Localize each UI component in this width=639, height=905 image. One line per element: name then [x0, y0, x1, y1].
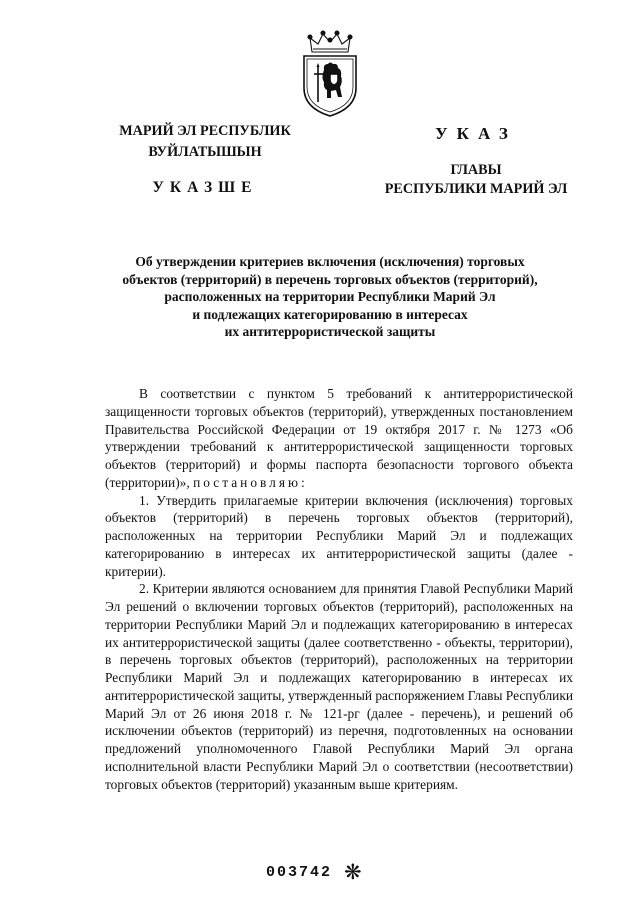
decree-title — [90, 253, 570, 341]
preamble-paragraph — [105, 385, 573, 492]
header-right-line2: РЕСПУБЛИКИ МАРИЙ ЭЛ — [384, 180, 568, 197]
decree-title-line: Об утверждении критериев включения (исключения) торговых — [135, 254, 525, 269]
header-left-line2: ВУЙЛАТЫШЫН — [148, 144, 262, 161]
document-serial-number: 003742 — [266, 864, 333, 881]
header-right-line1: ГЛАВЫ — [450, 161, 502, 178]
header-right — [360, 121, 592, 199]
clause-2-paragraph: 2. Критерии являются основанием для принятия Главой Республики Марий Эл решений о включении торговых объектов (территорий), расположенных на территории Республики Марий Эл и подлежащих категорированию в интересах их антитеррористической защиты (далее соответственно - объекты, территории), в перечень торговых объектов (территорий), расположенных на территории Республики Марий Эл и подлежащих категорированию в интересах их антитеррористической защиты, утвержденный распоряжением Главы Республики Марий Эл от 26 июня 2018 г. № 121-рг (далее - перечень), и решений об исключении объектов (территорий) из перечня, подготовленных на основании предложений уполномоченного Главой Республики Марий Эл органа исполнительной власти Республики Марий Эл о соответствии (несоответствии) торговых объектов (территорий) указанным выше критериям. — [105, 581, 573, 792]
header-right-doc-type: УКАЗ — [435, 124, 517, 143]
decree-title-line: и подлежащих категорированию в интересах — [192, 306, 468, 322]
preamble-text: В соответствии с пунктом 5 требований к антитеррористической защищенности торговых объектов (территорий), утвержденных постановлением Правительства Российской Федерации от 19 октября 2017 г. № 1273 «Об утверждении требований к антитеррористической защищенности торговых объектов (территорий) и формы паспорта безопасности торгового объекта (территории)», — [105, 386, 573, 490]
decree-title-line: объектов (территорий) в перечень торговых объектов (территорий), — [122, 271, 538, 287]
decree-title-line: их антитеррористической защиты — [224, 324, 436, 339]
decree-body — [105, 385, 573, 793]
header-left-doc-type: УКАЗШЕ — [152, 178, 258, 196]
clause-1-paragraph: 1. Утвердить прилагаемые критерии включения (исключения) торговых объектов (территорий) в перечень торговых объектов (территорий), расположенных на территории Республики Марий Эл и подлежащих категорированию в интересах их антитеррористической защиты (далее - критерии). — [105, 492, 573, 579]
footer-mark-icon: ❋ — [344, 860, 362, 884]
decree-title-line: расположенных на территории Республики Марий Эл — [164, 289, 496, 304]
coat-of-arms-icon — [296, 30, 364, 118]
header-left-line1: МАРИЙ ЭЛ РЕСПУБЛИК — [119, 123, 291, 139]
resolve-word: постановляю: — [193, 474, 308, 490]
header-left — [100, 121, 310, 199]
